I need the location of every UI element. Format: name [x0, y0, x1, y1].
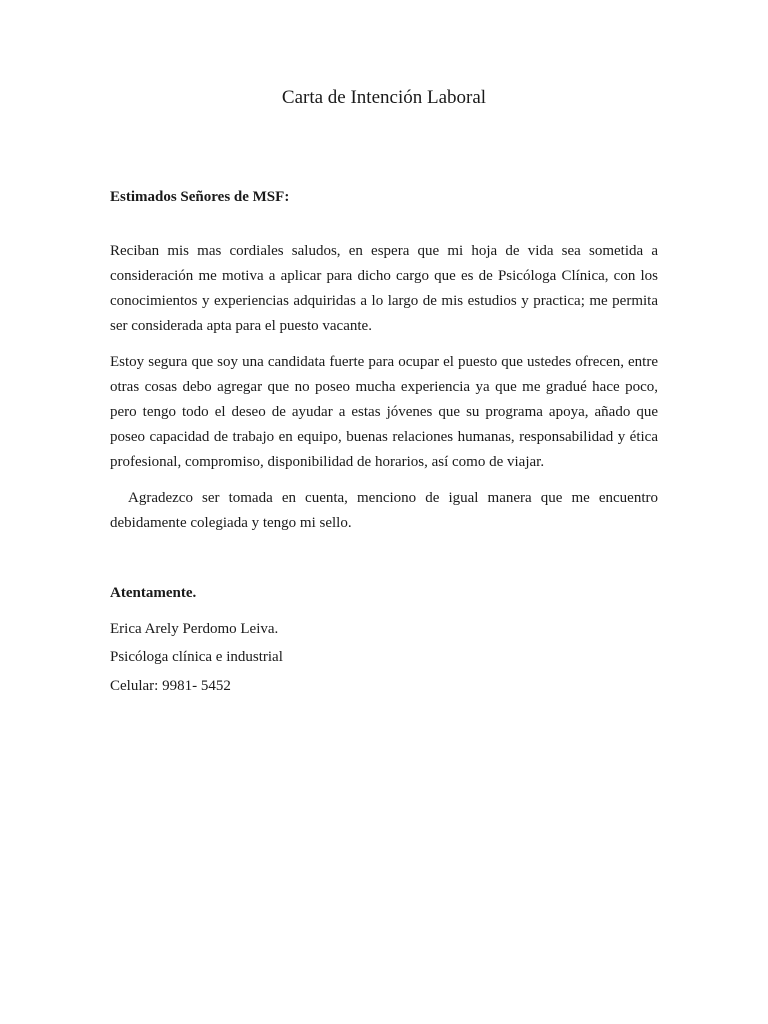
closing: Atentamente. [110, 585, 197, 601]
paragraph-qualifications: Estoy segura que soy una candidata fuerte para ocupar el puesto que ustedes ofrecen, entre otras cosas debo agregar que no poseo mucha experiencia ya que me gradué hace poco, pero tengo todo el deseo de ayudar a estas jóvenes que su programa apoya, añado que poseo capacidad de trabajo en equipo, buenas relaciones humanas, responsabilidad y ética profesional, compromiso, disponibilidad de horarios, así como de viajar. [110, 354, 658, 470]
signature-role: Psicóloga clínica e industrial [110, 649, 283, 665]
greeting: Estimados Señores de MSF: [110, 189, 290, 205]
paragraph-thanks: Agradezco ser tomada en cuenta, menciono de igual manera que me encuentro debidamente colegiada y tengo mi sello. [110, 490, 658, 531]
signature-phone: Celular: 9981- 5452 [110, 678, 231, 694]
document-title: Carta de Intención Laboral [281, 87, 487, 108]
signature-name: Erica Arely Perdomo Leiva. [110, 621, 279, 637]
paragraph-intro: Reciban mis mas cordiales saludos, en espera que mi hoja de vida sea sometida a consideración me motiva a aplicar para dicho cargo que es de Psicóloga Clínica, con los conocimientos y experiencias adquiridas a lo largo de mis estudios y practica; me permita ser considerada apta para el puesto vacante. [110, 243, 658, 334]
